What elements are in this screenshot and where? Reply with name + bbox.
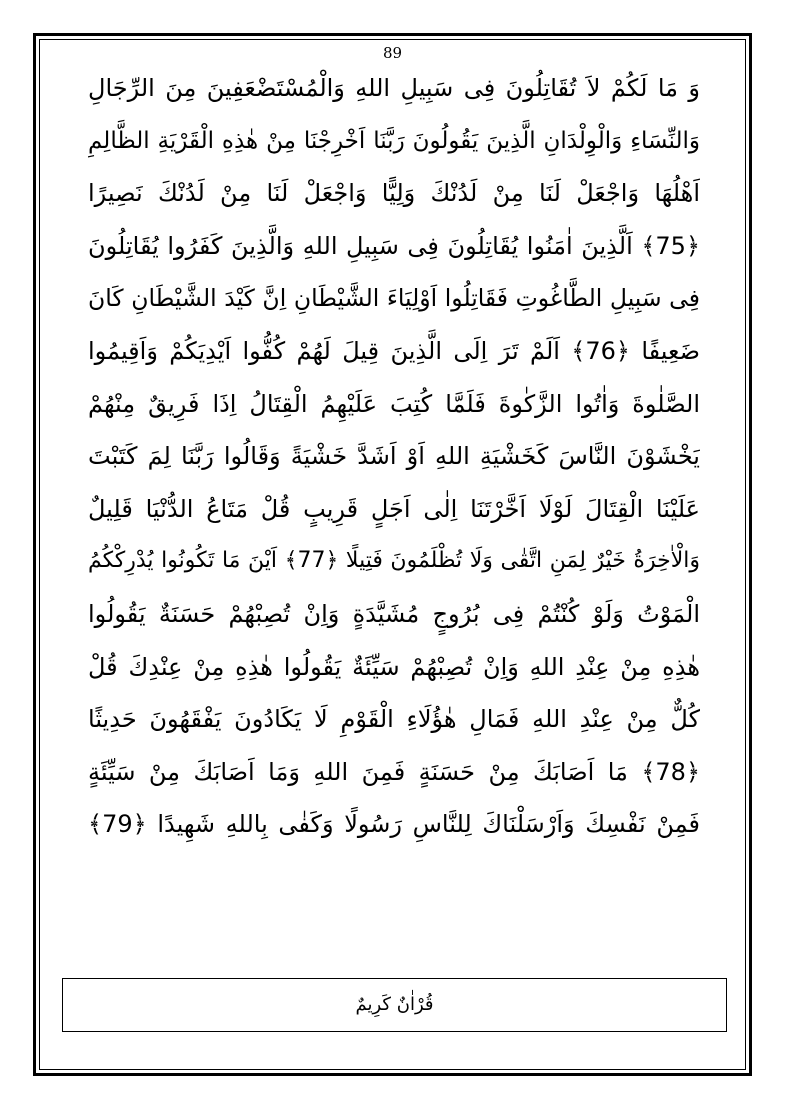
text-line: اَهْلُهَا وَاجْعَلْ لَنَا مِنْ لَدُنْكَ وَلِيًّا وَاجْعَلْ لَنَا مِنْ لَدُنْكَ نَصِيرًا (88, 179, 700, 208)
text-line: فِى سَبِيلِ الطَّاغُوتِ فَقَاتِلُوا اَوْلِيَاءَ الشَّيْطَانِ اِنَّ كَيْدَ الشَّيْطَانِ كَانَ (88, 284, 700, 313)
text-line: وَالْاٰخِرَةُ خَيْرٌ لِمَنِ اتَّقٰى وَلَا تُظْلَمُونَ فَتِيلًا ﴿77﴾ اَيْنَ مَا تَكُونُوا يُدْرِكْكُمُ (88, 548, 700, 574)
text-line: ﴿78﴾ مَا اَصَابَكَ مِنْ حَسَنَةٍ فَمِنَ اللهِ وَمَا اَصَابَكَ مِنْ سَيِّئَةٍ (88, 757, 700, 786)
text-line: عَلَيْنَا الْقِتَالَ لَوْلَا اَخَّرْتَنَا اِلٰى اَجَلٍ قَرِيبٍ قُلْ مَتَاعُ الدُّنْيَا قَلِيلٌ (88, 494, 700, 523)
text-line: هٰذِهِ مِنْ عِنْدِ اللهِ وَاِنْ تُصِبْهُمْ سَيِّئَةٌ يَقُولُوا هٰذِهِ مِنْ عِنْدِكَ قُلْ (88, 652, 700, 681)
text-line: فَمِنْ نَفْسِكَ وَاَرْسَلْنَاكَ لِلنَّاسِ رَسُولًا وَكَفٰى بِاللهِ شَهِيدًا ﴿79﴾ (88, 810, 700, 839)
text-line: ضَعِيفًا ﴿76﴾ اَلَمْ تَرَ اِلَى الَّذِينَ قِيلَ لَهُمْ كُفُّوا اَيْدِيَكُمْ وَاَقِيمُوا (88, 336, 700, 365)
footer-title-box (62, 978, 727, 1032)
text-line: وَ مَا لَكُمْ لاَ تُقَاتِلُونَ فِى سَبِيلِ اللهِ وَالْمُسْتَضْعَفِينَ مِنَ الرِّجَالِ (88, 74, 700, 102)
text-line: كُلٌّ مِنْ عِنْدِ اللهِ فَمَالِ هٰؤُلَاءِ الْقَوْمِ لَا يَكَادُونَ يَفْقَهُونَ حَدِيثًا (88, 705, 700, 734)
text-line: الصَّلٰوةَ وَاٰتُوا الزَّكٰوةَ فَلَمَّا كُتِبَ عَلَيْهِمُ الْقِتَالُ اِذَا فَرِيقٌ مِنْهُمْ (88, 389, 700, 418)
text-line: وَالنِّسَاءِ وَالْوِلْدَانِ الَّذِينَ يَقُولُونَ رَبَّنَا اَخْرِجْنَا مِنْ هٰذِهِ الْقَرْيَةِ الظَّالِمِ (88, 127, 700, 154)
text-line: الْمَوْتُ وَلَوْ كُنْتُمْ فِى بُرُوجٍ مُشَيَّدَةٍ وَاِنْ تُصِبْهُمْ حَسَنَةٌ يَقُولُوا (88, 599, 700, 628)
footer-title: قُرْاٰنٌ كَرِيمٌ (355, 994, 434, 1015)
text-line: ﴿75﴾ اَلَّذِينَ اٰمَنُوا يُقَاتِلُونَ فِى سَبِيلِ اللهِ وَالَّذِينَ كَفَرُوا يُقَاتِلُونَ (88, 231, 700, 260)
quran-text-block (88, 62, 700, 851)
page-number: 89 (382, 44, 403, 62)
text-line: يَخْشَوْنَ النَّاسَ كَخَشْيَةِ اللهِ اَوْ اَشَدَّ خَشْيَةً وَقَالُوا رَبَّنَا لِمَ كَتَبْتَ (88, 442, 700, 471)
